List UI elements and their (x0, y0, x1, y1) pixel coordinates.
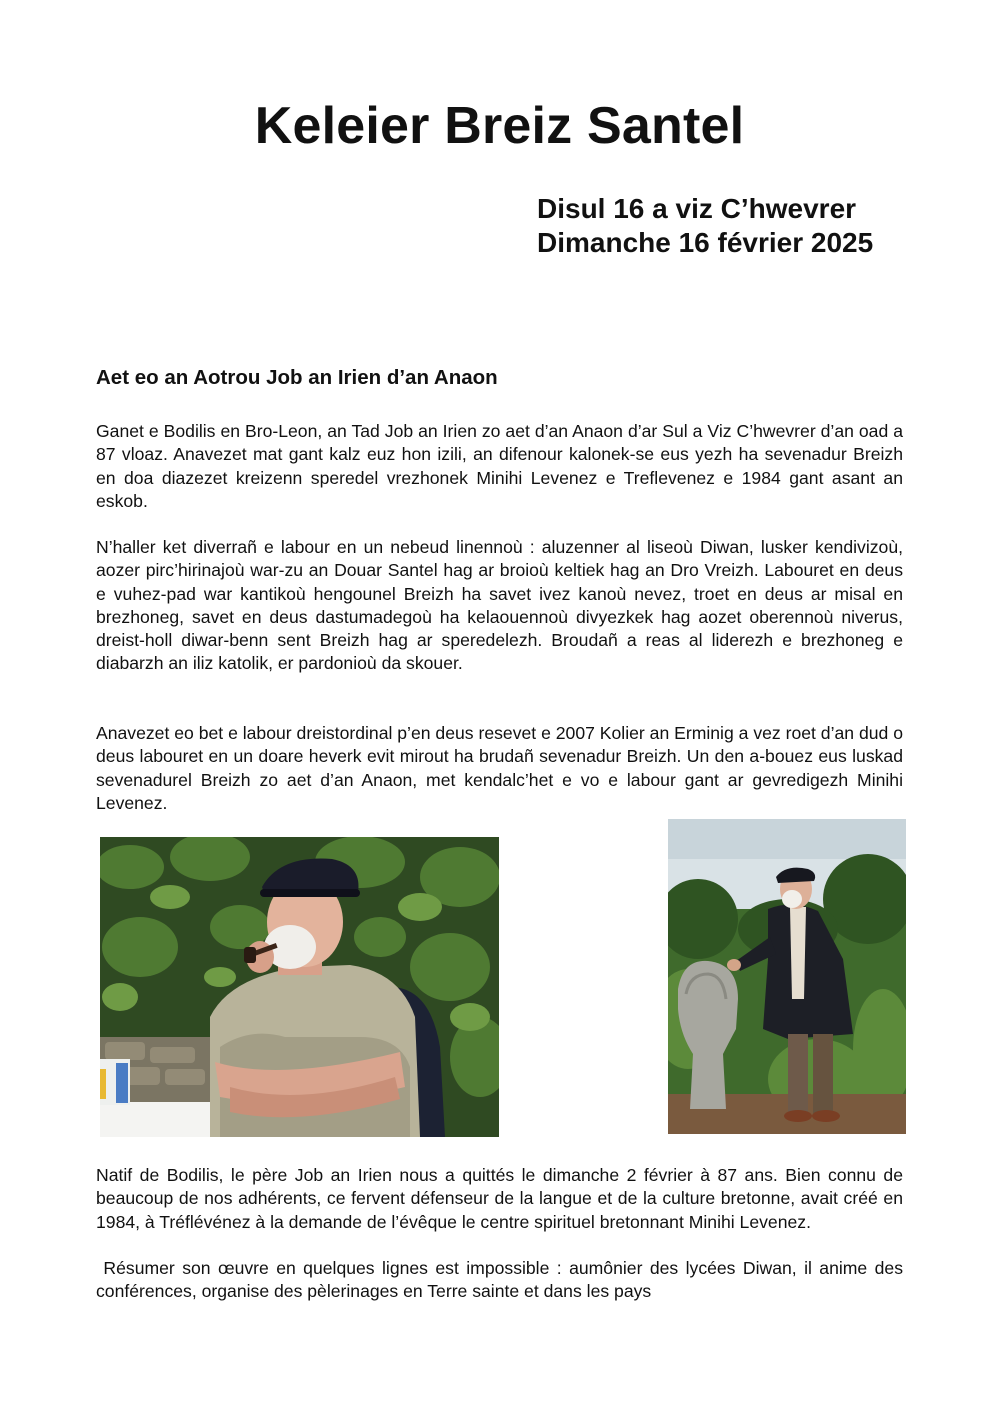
date-french: Dimanche 16 février 2025 (537, 227, 874, 258)
photo-priest-by-stone (668, 819, 906, 1134)
french-paragraph-1: Natif de Bodilis, le père Job an Irien nous a quittés le dimanche 2 février à 87 ans. Bien connu de beaucoup de nos adhérents, ce fervent défenseur de la langue et de la culture bretonne, avait créé en 1984, à Tréflévénez à la demande de l’évêque le centre spirituel bretonnant Minihi Levenez. (96, 1165, 903, 1232)
newsletter-title: Keleier Breiz Santel (254, 97, 745, 155)
date-block (537, 192, 873, 260)
french-paragraph-2: Résumer son œuvre en quelques lignes est impossible : aumônier des lycées Diwan, il anime des conférences, organise des pèlerinages en Terre sainte et dans les pays (96, 1258, 903, 1302)
photo-priest-with-pipe (100, 837, 499, 1137)
breton-paragraph-2: N’haller ket diverrañ e labour en un nebeud linennoù : aluzenner al liseoù Diwan, lusker kendivizoù, aozer pirc’hirinajoù war-zu an Douar Santel hag ar broioù keltiek hag an Dro Vreizh. Labouret en deus e vuhez-pad war kantikoù hengounel Breizh ha savet ivez kanoù nevez, troet en deus ar misal en brezhoneg, savet en deus dastumadegoù ha kelaouennoù divyezkek hag aozet oberennoù niverus, dreist-holl diwar-benn sent Breizh hag ar speredelezh. Broudañ a reas al liderezh e brezhoneg e diabarzh an iliz katolik, er pardonioù da skouer. (96, 537, 903, 674)
breton-paragraph-3: Anavezet eo bet e labour dreistordinal p’en deus resevet e 2007 Kolier an Erminig a vez roet d’an dud o deus labouret en un doare heverk evit mirout ha brudañ sevenadur Breizh. Un den a-bouez eus luskad sevenadurel Breizh zo aet d’an Anaon, met kendalc’het e vo e labour gant ar gevredigezh Minihi Levenez. (96, 723, 903, 813)
article-heading: Aet eo an Aotrou Job an Irien d’an Anaon (96, 366, 498, 389)
date-breton: Disul 16 a viz C’hwevrer (537, 193, 857, 224)
breton-paragraph-1: Ganet e Bodilis en Bro-Leon, an Tad Job an Irien zo aet d’an Anaon d’ar Sul a Viz C’hwevrer d’an oad a 87 vloaz. Anavezet mat gant kalz euz hon izili, an difenour kalonek-se eus yezh ha sevenadur Breizh en doa diazezet kreizenn speredel vrezhonek Minihi Levenez e Treflevenez e 1984 gant asant an eskob. (96, 421, 903, 511)
